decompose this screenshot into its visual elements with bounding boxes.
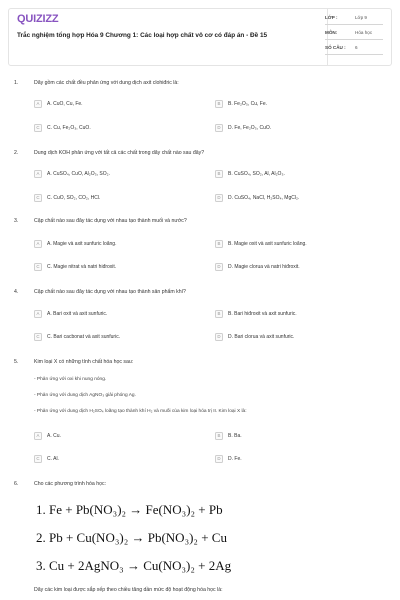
option-text: B. CuSO₄, SO₂, Al, Al₂O₃. bbox=[228, 170, 285, 177]
option-text: A. Magie và axit sunfuric loãng. bbox=[47, 240, 117, 247]
option-c[interactable] bbox=[34, 261, 116, 272]
question-number: 6. bbox=[14, 481, 19, 487]
option-b[interactable] bbox=[215, 308, 297, 319]
option-text: D. Fe, Fe₂O₃, CuO. bbox=[228, 124, 272, 131]
option-d[interactable] bbox=[215, 331, 294, 342]
option-letter-box: C bbox=[34, 194, 42, 202]
option-c[interactable] bbox=[34, 192, 100, 203]
question-text: Dung dịch KOH phản ứng với tất cả các chất trong dãy chất nào sau đây? bbox=[34, 150, 205, 156]
option-a[interactable] bbox=[34, 430, 61, 441]
option-b[interactable] bbox=[215, 168, 285, 179]
question-text: Cho các phương trình hóa học: bbox=[34, 481, 107, 487]
option-text: D. Magie clorua và natri hiđroxit. bbox=[228, 263, 300, 270]
question-number: 4. bbox=[14, 289, 19, 295]
option-letter-box: A bbox=[34, 100, 42, 108]
option-text: C. Al. bbox=[47, 455, 59, 462]
option-b[interactable] bbox=[215, 238, 307, 249]
option-letter-box: D bbox=[215, 263, 223, 271]
question-text: Dãy gồm các chất đều phản ứng với dung dịch axit clohiđric là: bbox=[34, 80, 179, 86]
class-label: LỚP : bbox=[325, 15, 338, 20]
option-letter-box: A bbox=[34, 170, 42, 178]
option-letter-box: D bbox=[215, 455, 223, 463]
question-number: 3. bbox=[14, 218, 19, 224]
option-a[interactable] bbox=[34, 238, 116, 249]
option-d[interactable] bbox=[215, 261, 300, 272]
option-text: A. CuO, Cu, Fe. bbox=[47, 100, 83, 107]
property-line: - Phản ứng với dung dịch AgNO₃ giải phóng Ag. bbox=[34, 393, 136, 398]
question-number: 1. bbox=[14, 80, 19, 86]
option-letter-box: B bbox=[215, 432, 223, 440]
option-letter-box: A bbox=[34, 310, 42, 318]
option-letter-box: B bbox=[215, 310, 223, 318]
worksheet-title: Trắc nghiệm tổng hợp Hóa 9 Chương 1: Các loại hợp chất vô cơ có đáp án - Đề 15 bbox=[17, 32, 268, 39]
equation-3: 3. Cu + 2AgNO₃ → Cu(NO₃)₂ + 2Ag bbox=[36, 558, 232, 573]
option-letter-box: D bbox=[215, 333, 223, 341]
option-text: C. Bari cacbonat và axit sunfuric. bbox=[47, 333, 121, 340]
option-a[interactable] bbox=[34, 168, 110, 179]
option-letter-box: D bbox=[215, 194, 223, 202]
count-row bbox=[325, 45, 358, 50]
class-row bbox=[325, 15, 367, 20]
question-number: 5. bbox=[14, 359, 19, 365]
option-text: B. Magie oxit và axit sunfuric loãng. bbox=[228, 240, 307, 247]
option-letter-box: B bbox=[215, 100, 223, 108]
question-text: Cặp chất nào sau đây tác dụng với nhau tạo thành sản phẩm khí? bbox=[34, 289, 186, 295]
option-letter-box: C bbox=[34, 263, 42, 271]
option-letter-box: D bbox=[215, 124, 223, 132]
quizizz-logo: QUIZIZZ bbox=[17, 13, 59, 25]
option-b[interactable] bbox=[215, 430, 242, 441]
meta-underline bbox=[325, 54, 383, 55]
option-letter-box: C bbox=[34, 455, 42, 463]
option-letter-box: A bbox=[34, 240, 42, 248]
option-letter-box: C bbox=[34, 124, 42, 132]
option-text: D. Fe. bbox=[228, 455, 242, 462]
option-d[interactable] bbox=[215, 192, 299, 203]
option-a[interactable] bbox=[34, 308, 107, 319]
question-number: 2. bbox=[14, 150, 19, 156]
equation-1: 1. Fe + Pb(NO₃)₂ → Fe(NO₃)₂ + Pb bbox=[36, 502, 223, 517]
question-text: Kim loại X có những tính chất hóa học sau: bbox=[34, 359, 134, 365]
meta-underline bbox=[325, 39, 383, 40]
option-c[interactable] bbox=[34, 331, 120, 342]
option-c[interactable] bbox=[34, 453, 59, 464]
option-text: A. CuSO₄, CuO, Al₂O₃, SO₂. bbox=[47, 170, 110, 177]
option-c[interactable] bbox=[34, 122, 91, 133]
option-d[interactable] bbox=[215, 122, 271, 133]
subject-value: Hóa học bbox=[355, 30, 373, 35]
option-b[interactable] bbox=[215, 98, 267, 109]
option-text: D. Bari clorua và axit sunfuric. bbox=[228, 333, 295, 340]
class-value: Lớp 9 bbox=[355, 15, 367, 20]
option-letter-box: B bbox=[215, 240, 223, 248]
property-line: - Phản ứng với dung dịch H₂SO₄ loãng tạo thành khí H₂ và muối của kim loại hóa trị II. Kim loại X là: bbox=[34, 409, 247, 414]
count-label: SỐ CÂU : bbox=[325, 45, 346, 50]
option-letter-box: B bbox=[215, 170, 223, 178]
property-line: - Phản ứng với oxi khi nung nóng. bbox=[34, 377, 107, 382]
option-a[interactable] bbox=[34, 98, 83, 109]
question-text: Cặp chất nào sau đây tác dụng với nhau tạo thành muối và nước? bbox=[34, 218, 187, 224]
option-text: C. Cu, Fe₂O₃, CuO. bbox=[47, 124, 91, 131]
option-text: C. Magie nitrat và natri hiđroxit. bbox=[47, 263, 117, 270]
option-text: A. Cu. bbox=[47, 432, 61, 439]
subject-label: MÔN: bbox=[325, 30, 338, 35]
option-text: C. CuO, SO₂, CO₂, HCl. bbox=[47, 194, 101, 201]
meta-underline bbox=[325, 24, 383, 25]
equation-2: 2. Pb + Cu(NO₃)₂ → Pb(NO₃)₂ + Cu bbox=[36, 530, 227, 545]
count-value: 6 bbox=[355, 45, 358, 50]
option-d[interactable] bbox=[215, 453, 242, 464]
option-text: B. Bari hiđroxit và axit sunfuric. bbox=[228, 310, 297, 317]
option-text: D. CuSO₄, NaCl, H₂SO₄, MgCl₂. bbox=[228, 194, 300, 201]
option-text: A. Bari oxit và axit sunfuric. bbox=[47, 310, 108, 317]
subject-row bbox=[325, 30, 372, 35]
option-text: B. Ba. bbox=[228, 432, 242, 439]
option-text: B. Fe₂O₃, Cu, Fe. bbox=[228, 100, 267, 107]
question-footer-text: Dãy các kim loại được sắp xếp theo chiều tăng dần mức độ hoạt động hóa học là: bbox=[34, 587, 223, 593]
option-letter-box: A bbox=[34, 432, 42, 440]
option-letter-box: C bbox=[34, 333, 42, 341]
